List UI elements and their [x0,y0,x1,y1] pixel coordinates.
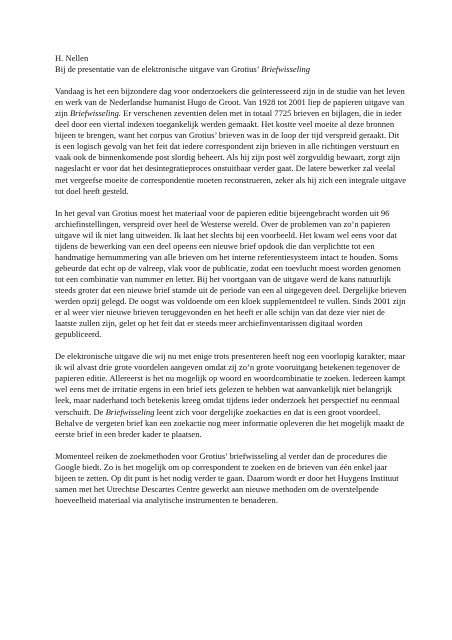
paragraph-3 [55,351,407,439]
document-page [55,53,407,506]
paragraph-3-part-b: leent zich voor dergelijke zoekacties en dat is een groot voordeel. Behalve de vergeten brief kan een zoekactie nog meer informatie opleveren die het mogelijk maakt de eerste brief in een breder kader te plaatsen. [55,406,405,439]
intro-emphasis: Briefwisseling [261,64,311,75]
intro-text: Bij de presentatie van de elektronische uitgave van Grotius’ [55,64,262,75]
paragraph-1-part-b: Er verschenen zeventien delen met in totaal 7725 brieven en bijlagen, die in ieder deel door een viertal indexen toegankelijk werden gemaakt. Het kostte veel moeite al deze bronnen bijeen te brengen, want het corpus van Grotius’ brieven was in de loop der tijd verspreid geraakt. Dit is een logisch gevolg van het feit dat iedere correspondent zijn brieven in alle richtingen verstuurt en vaak ook de binnenkomende post slordig beheert. Als hij zijn post wèl zorgvuldig bewaart, zorgt zijn nageslacht er voor dat het desintegratieproces onstuitbaar verder gaat. De latere bewerker zal veelal met vergeefse moeite de correspondentie moeten reconstrueren, zeker als hij zich een integrale uitgave tot doel heeft gesteld. [55,108,407,196]
paragraph-1 [55,86,407,196]
paragraph-3-emphasis: Briefwisseling [105,406,155,417]
intro-line [55,64,407,75]
paragraph-1-emphasis: Briefwisseling. [69,108,121,119]
paragraph-3-part-a: De elektronische uitgave die wij nu met enige trots presenteren heeft nog een voorlopig karakter, maar ik wil alvast drie grote voordelen aangeven omdat zij zo’n grote vooruitgang betekenen tegenover de papieren editie. Allereerst is het nu mogelijk op woord en woordcombinatie te zoeken. Iedereen kampt wel eens met de irritatie ergens in een brief iets gelezen te hebben wat aanvankelijk niet belangrijk leek, maar naderhand toch betekenis kreeg omdat tijdens ieder onderzoek het perspectief nu eenmaal verschuift. De [55,351,406,417]
author-line: H. Nellen [55,53,89,63]
paragraph-1-part-a: Vandaag is het een bijzondere dag voor onderzoekers die geïnteresseerd zijn in de studie van het leven en werk van de Nederlandse humanist Hugo de Groot. Van 1928 tot 2001 liep de papieren uitgave van zijn [55,86,405,119]
paragraph-2: In het geval van Grotius moest het materiaal voor de papieren editie bijeengebracht worden uit 96 archiefinstellingen, verspreid over heel de Westerse wereld. Over de problemen van zo’n papieren uitgave wil ik niet lang uitweiden. Ik laat het slechts bij een voorbeeld. Het kwam wel eens voor dat tijdens de bewerking van een deel opeens een nieuwe brief opdook die dan verplichtte tot een handmatige hernummering van alle brieven om het interne referentiesysteem intact te houden. Soms gebeurde dat echt op de valreep, vlak voor de publicatie, zodat een toevlucht moest worden genomen tot een combinatie van nummer en letter. Bij het voortgaan van de uitgave werd de kans natuurlijk steeds groter dat een nieuwe brief stamde uit de periode van een al uitgegeven deel. Dergelijke brieven werden opzij gelegd. De oogst was voldoende om een kloek supplementdeel te vullen. Sinds 2001 zijn er al weer vier nieuwe brieven teruggevonden en het heeft er alle schijn van dat deze vier niet de laatste zullen zijn, gelet op het feit dat er steeds meer archiefinventarissen digitaal worden gepubliceerd. [55,207,407,340]
paragraph-4: Momenteel reiken de zoekmethoden voor Grotius’ briefwisseling al verder dan de procedures die Google biedt. Zo is het mogelijk om op correspondent te zoeken en de brieven van één enkel jaar bijeen te zetten. Op dit punt is het nodig verder te gaan. Daarom wordt er door het Huygens Instituut samen met het Utrechtse Descartes Centre gewerkt aan nieuwe methoden om de overstelpende hoeveelheid materiaal via analytische instrumenten te benaderen. [55,450,399,505]
